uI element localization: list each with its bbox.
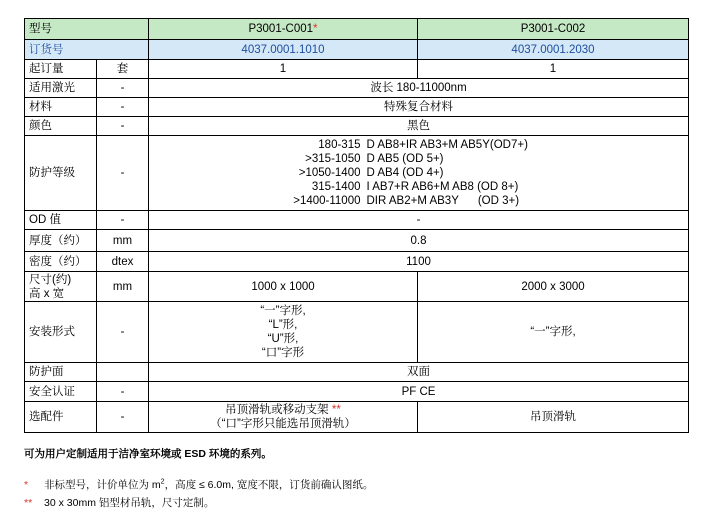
protection-line: 315-1400 I AB7+R AB6+M AB8 (OD 8+) <box>311 181 519 193</box>
order-b: 4037.0001.2030 <box>418 40 689 60</box>
spec-table <box>24 18 689 433</box>
protection-line: >1400-11000 DIR AB2+M AB3Y (OD 3+) <box>293 195 520 207</box>
protection-list <box>279 136 559 210</box>
material-label: 材料 <box>25 98 97 117</box>
protection-line: 180-315 D AB8+IR AB3+M AB5Y(OD7+) <box>318 139 528 151</box>
size-b: 2000 x 3000 <box>418 272 689 302</box>
min-order-unit: 套 <box>97 60 149 79</box>
row-color <box>25 117 689 136</box>
custom-note: 可为用户定制适用于洁净室环境或 ESD 环境的系列。 <box>24 448 272 460</box>
cert-value: PF CE <box>149 382 689 402</box>
row-protection <box>25 136 689 211</box>
accessory-label: 选配件 <box>25 402 97 433</box>
row-cert <box>25 382 689 402</box>
accessory-unit: - <box>97 402 149 433</box>
row-density <box>25 252 689 272</box>
density-unit: dtex <box>97 252 149 272</box>
min-order-label: 起订量 <box>25 60 97 79</box>
row-accessory <box>25 402 689 433</box>
material-unit: - <box>97 98 149 117</box>
row-size <box>25 272 689 302</box>
protection-label: 防护等级 <box>25 136 97 211</box>
protection-unit: - <box>97 136 149 211</box>
od-value: - <box>149 211 689 230</box>
material-value: 特殊复合材料 <box>149 98 689 117</box>
side-label: 防护面 <box>25 363 97 382</box>
footnote-1: * 非标型号，计价单位为 $m^2$，高度 ≤ 6.0m, 宽度不限，订货前确认图纸。 <box>24 478 374 491</box>
model-a: P3001-C001* <box>149 19 418 40</box>
thickness-label: 厚度（约） <box>25 230 97 252</box>
size-unit: mm <box>97 272 149 302</box>
side-unit <box>97 363 149 382</box>
row-laser <box>25 79 689 98</box>
color-label: 颜色 <box>25 117 97 136</box>
laser-label: 适用激光 <box>25 79 97 98</box>
size-label: 尺寸(约) 高 x 宽 <box>25 272 97 302</box>
protection-line: >1050-1400 D AB4 (OD 4+) <box>298 167 444 179</box>
accessory-a: 吊顶滑轨或移动支架 ** （“口”字形只能选吊顶滑轨） <box>149 402 418 433</box>
row-od <box>25 211 689 230</box>
footnote-2: ** 30 x 30mm 铝型材吊轨，尺寸定制。 <box>24 497 215 509</box>
thickness-unit: mm <box>97 230 149 252</box>
color-unit: - <box>97 117 149 136</box>
row-material <box>25 98 689 117</box>
od-unit: - <box>97 211 149 230</box>
model-b: P3001-C002 <box>418 19 689 40</box>
mount-unit: - <box>97 302 149 363</box>
cert-label: 安全认证 <box>25 382 97 402</box>
density-label: 密度（约） <box>25 252 97 272</box>
row-min-order <box>25 60 689 79</box>
row-thickness <box>25 230 689 252</box>
size-a: 1000 x 1000 <box>149 272 418 302</box>
order-a: 4037.0001.1010 <box>149 40 418 60</box>
row-model <box>25 19 689 40</box>
thickness-value: 0.8 <box>149 230 689 252</box>
model-label: 型号 <box>25 19 149 40</box>
color-value: 黑色 <box>149 117 689 136</box>
laser-unit: - <box>97 79 149 98</box>
row-side <box>25 363 689 382</box>
protection-value <box>149 136 689 211</box>
accessory-b: 吊顶滑轨 <box>418 402 689 433</box>
min-order-a: 1 <box>149 60 418 79</box>
cert-unit: - <box>97 382 149 402</box>
mount-b: “一”字形, <box>418 302 689 363</box>
density-value: 1100 <box>149 252 689 272</box>
min-order-b: 1 <box>418 60 689 79</box>
mount-label: 安装形式 <box>25 302 97 363</box>
laser-value: 波长 180-11000nm <box>149 79 689 98</box>
order-label: 订货号 <box>25 40 149 60</box>
side-value: 双面 <box>149 363 689 382</box>
od-label: OD 值 <box>25 211 97 230</box>
mount-a: “一”字形, “L”形, “U”形, “口”字形 <box>149 302 418 363</box>
protection-line: >315-1050 D AB5 (OD 5+) <box>305 153 444 165</box>
row-mount <box>25 302 689 363</box>
row-order-number <box>25 40 689 60</box>
